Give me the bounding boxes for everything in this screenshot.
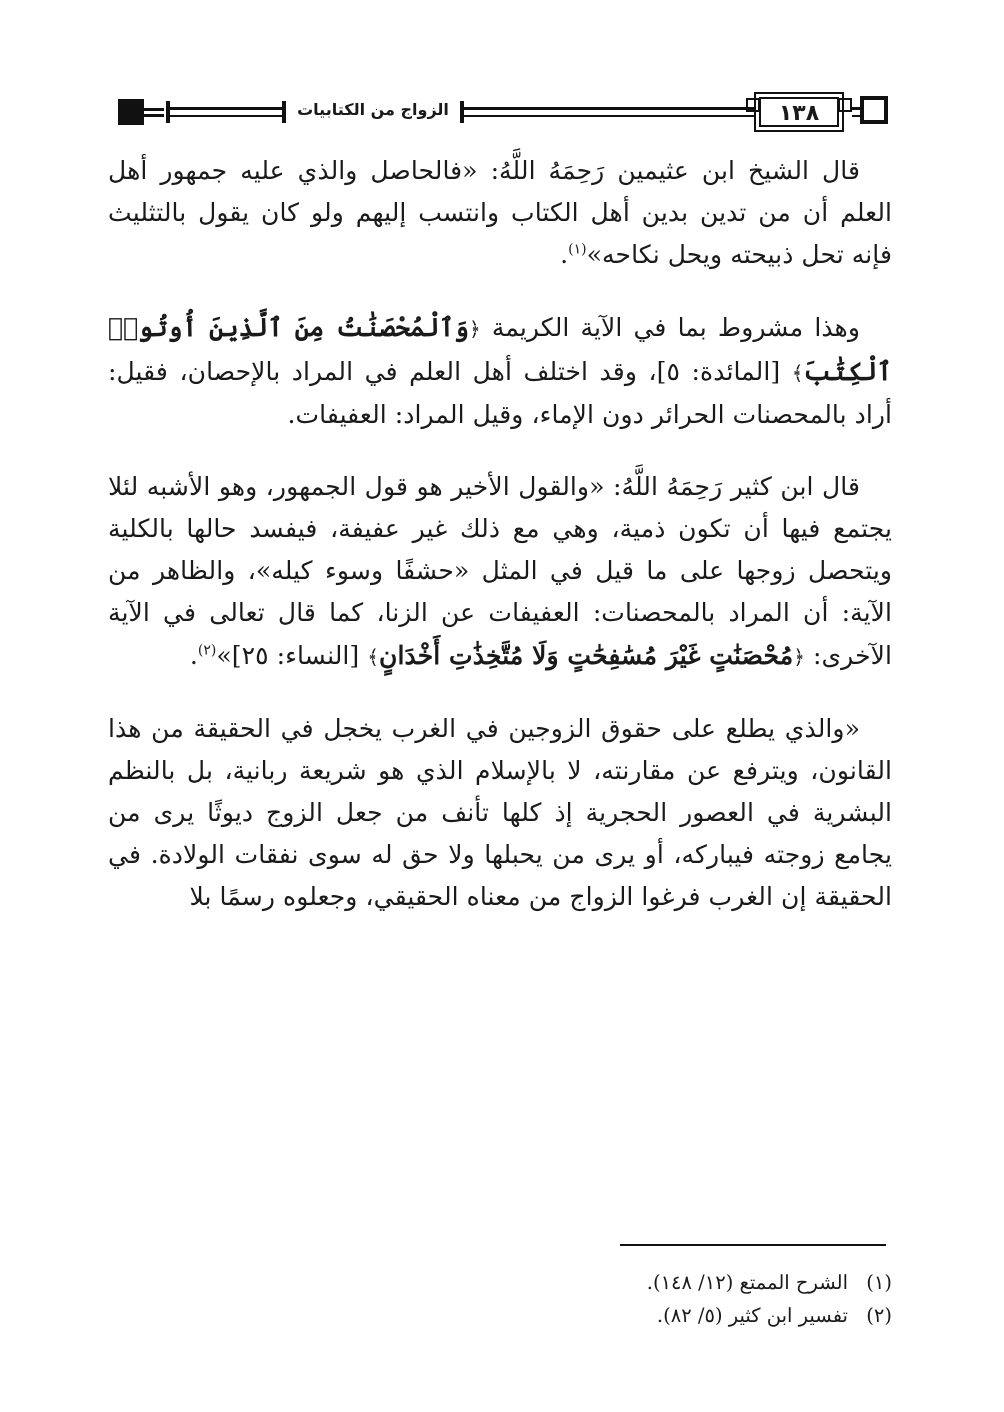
page-header [112,92,888,134]
header-rule-left [170,107,282,117]
paragraph-text: قال ابن كثير رَحِمَهُ اللَّهُ: «والقول الأخير هو قول الجمهور، وهو الأشبه لئلا يجتمع فيها أن تكون ذمية، وهي مع ذلك غير عفيفة، فيفسد حالها بالكلية ويتحصل زوجها على ما قيل في المثل «حشفًا وسوء كيله»، والظاهر من الآية: أن المراد بالمحصنات: العفيفات عن الزنا، كما قال تعالى في الآية الآخرى: [108,472,892,670]
header-ornament-square [860,96,888,124]
footnote-number: (١) [866,1271,892,1294]
running-title: الزواج من الكتابيات [297,100,449,119]
header-ornament-block [118,99,144,125]
footnote-text: تفسير ابن كثير (٥/ ٨٢). [656,1304,848,1327]
footnote-divider [620,1244,886,1246]
footnote-ref: (١) [568,241,587,258]
paragraph-text: [النساء: ٢٥]» [216,641,360,670]
header-rule-middle [464,107,754,117]
paragraph [108,708,892,918]
paragraph [108,306,892,436]
paragraph [108,466,892,678]
quran-bracket-close: ﴾ [791,361,804,385]
paragraph-text: . [189,641,198,670]
paragraph-text: . [560,240,569,269]
paragraph-text: «والذي يطلع على حقوق الزوجين في الغرب يخجل في الحقيقة من هذا القانون، ويترفع عن مقارنته، لا بالإسلام الذي هو شريعة ربانية، بل بالنظم البشرية في العصور الحجرية إذ كلها تأنف من جعل الزوج ديوثًا يرى من يجامع زوجته فيباركه، أو يرى من يحبلها ولا حق له سوى نفقات الولادة. في الحقيقة إن الغرب فرغوا الزواج من معناه الحقيقي، وجعلوه رسمًا بلا [108,714,892,911]
header-ornament-bars [144,108,164,117]
quran-bracket-open: ﴿ [793,645,805,669]
paragraph-text: [المائدة: ٥]، وقد اختلف أهل العلم في المراد بالإحصان، فقيل: أراد بالمحصنات الحرائر دون الإماء، وقيل المراد: العفيفات. [108,357,892,429]
quran-bracket-close: ﴾ [367,645,379,669]
page-number-ornament [838,98,852,112]
main-text [108,150,892,918]
footnote [108,1266,892,1299]
footnote-number: (٢) [866,1304,892,1327]
paragraph-text: قال الشيخ ابن عثيمين رَحِمَهُ اللَّهُ: «فالحاصل والذي عليه جمهور أهل العلم أن من تدين بدين أهل الكتاب وانتسب إليهم ولو كان يقول بالتثليث فإنه تحل ذبيحته ويحل نكاحه» [108,156,892,269]
quran-bracket-open: ﴿ [468,317,481,341]
footnotes [108,1266,892,1332]
quran-verse: وَٱلْمُحْصَنَٰتُ مِنَ ٱلَّذِينَ أُوتُوا۟ ٱلْكِتَٰبَ [108,312,892,386]
footnote-text: الشرح الممتع (١٢/ ١٤٨). [646,1271,848,1294]
quran-verse: مُحْصَنَٰتٍ غَيْرَ مُسَٰفِحَٰتٍ وَلَا مُتَّخِذَٰتِ أَخْدَانٍ [379,640,794,670]
paragraph-text: وهذا مشروط بما في الآية الكريمة [491,313,860,342]
header-separator [282,101,286,123]
footnote [108,1299,892,1332]
footnote-ref: (٢) [197,642,217,659]
page-number: ١٣٨ [754,92,844,132]
paragraph [108,150,892,276]
